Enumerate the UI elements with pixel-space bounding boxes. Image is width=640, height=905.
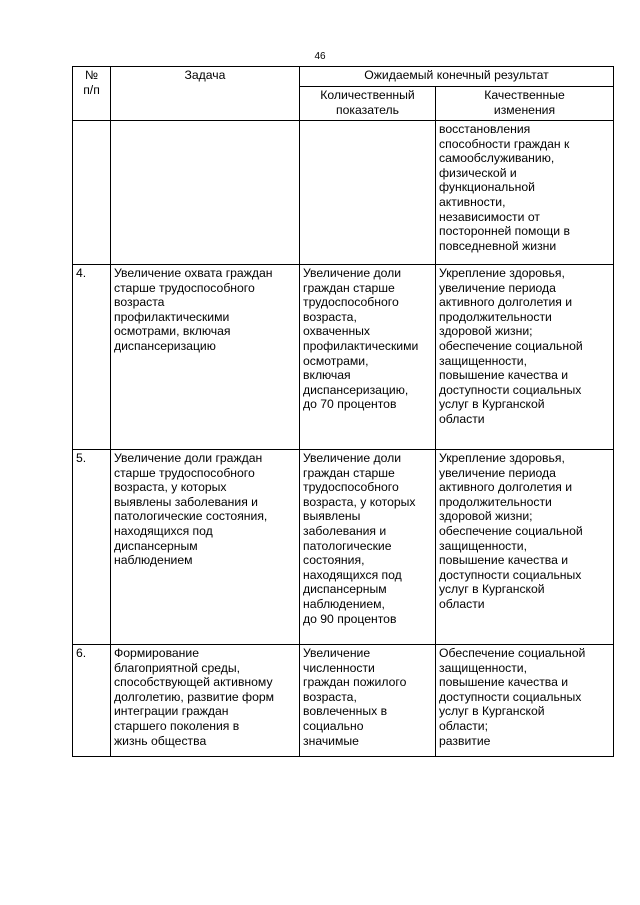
header-qualitative: Качественные изменения: [436, 87, 614, 121]
header-task: Задача: [111, 67, 300, 121]
row-qualitative: Обеспечение социальной защищенности, повышение качества и доступности социальных услуг в Курганской области; развитие: [436, 645, 614, 757]
header-row: [73, 67, 614, 87]
row-number: [73, 121, 111, 265]
row-qualitative: восстановления способности граждан к самообслуживанию, физической и функциональной активности, независимости от посторонней помощи в повседневной жизни: [436, 121, 614, 265]
row-number: 5.: [73, 450, 111, 645]
table-row: [73, 265, 614, 450]
table-row: [73, 121, 614, 265]
row-qualitative: Укрепление здоровья, увеличение периода активного долголетия и продолжительности здоровой жизни; обеспечение социальной защищенности, повышение качества и доступности социальных услуг в Курганской области: [436, 450, 614, 645]
table-row: [73, 645, 614, 757]
header-quantitative: Количественный показатель: [300, 87, 436, 121]
row-quantitative: Увеличение численности граждан пожилого возраста, вовлеченных в социально значимые: [300, 645, 436, 757]
row-number: 4.: [73, 265, 111, 450]
row-task: Увеличение охвата граждан старше трудоспособного возраста профилактическими осмотрами, включая диспансеризацию: [111, 265, 300, 450]
row-number: 6.: [73, 645, 111, 757]
row-quantitative: Увеличение доли граждан старше трудоспособного возраста, охваченных профилактическими осмотрами, включая диспансеризацию, до 70 процентов: [300, 265, 436, 450]
header-num: № п/п: [73, 67, 111, 121]
row-task: [111, 121, 300, 265]
row-task: Формирование благоприятной среды, способствующей активному долголетию, развитие форм интеграции граждан старшего поколения в жизнь общества: [111, 645, 300, 757]
row-qualitative: Укрепление здоровья, увеличение периода активного долголетия и продолжительности здоровой жизни; обеспечение социальной защищенности, повышение качества и доступности социальных услуг в Курганской области: [436, 265, 614, 450]
page-number: 46: [314, 51, 326, 62]
table-row: [73, 450, 614, 645]
row-quantitative: Увеличение доли граждан старше трудоспособного возраста, у которых выявлены заболевания и патологические состояния, находящихся под диспансерным наблюдением, до 90 процентов: [300, 450, 436, 645]
row-quantitative: [300, 121, 436, 265]
header-result: Ожидаемый конечный результат: [300, 67, 614, 87]
row-task: Увеличение доли граждан старше трудоспособного возраста, у которых выявлены заболевания и патологические состояния, находящихся под диспансерным наблюдением: [111, 450, 300, 645]
results-table: [72, 66, 614, 757]
